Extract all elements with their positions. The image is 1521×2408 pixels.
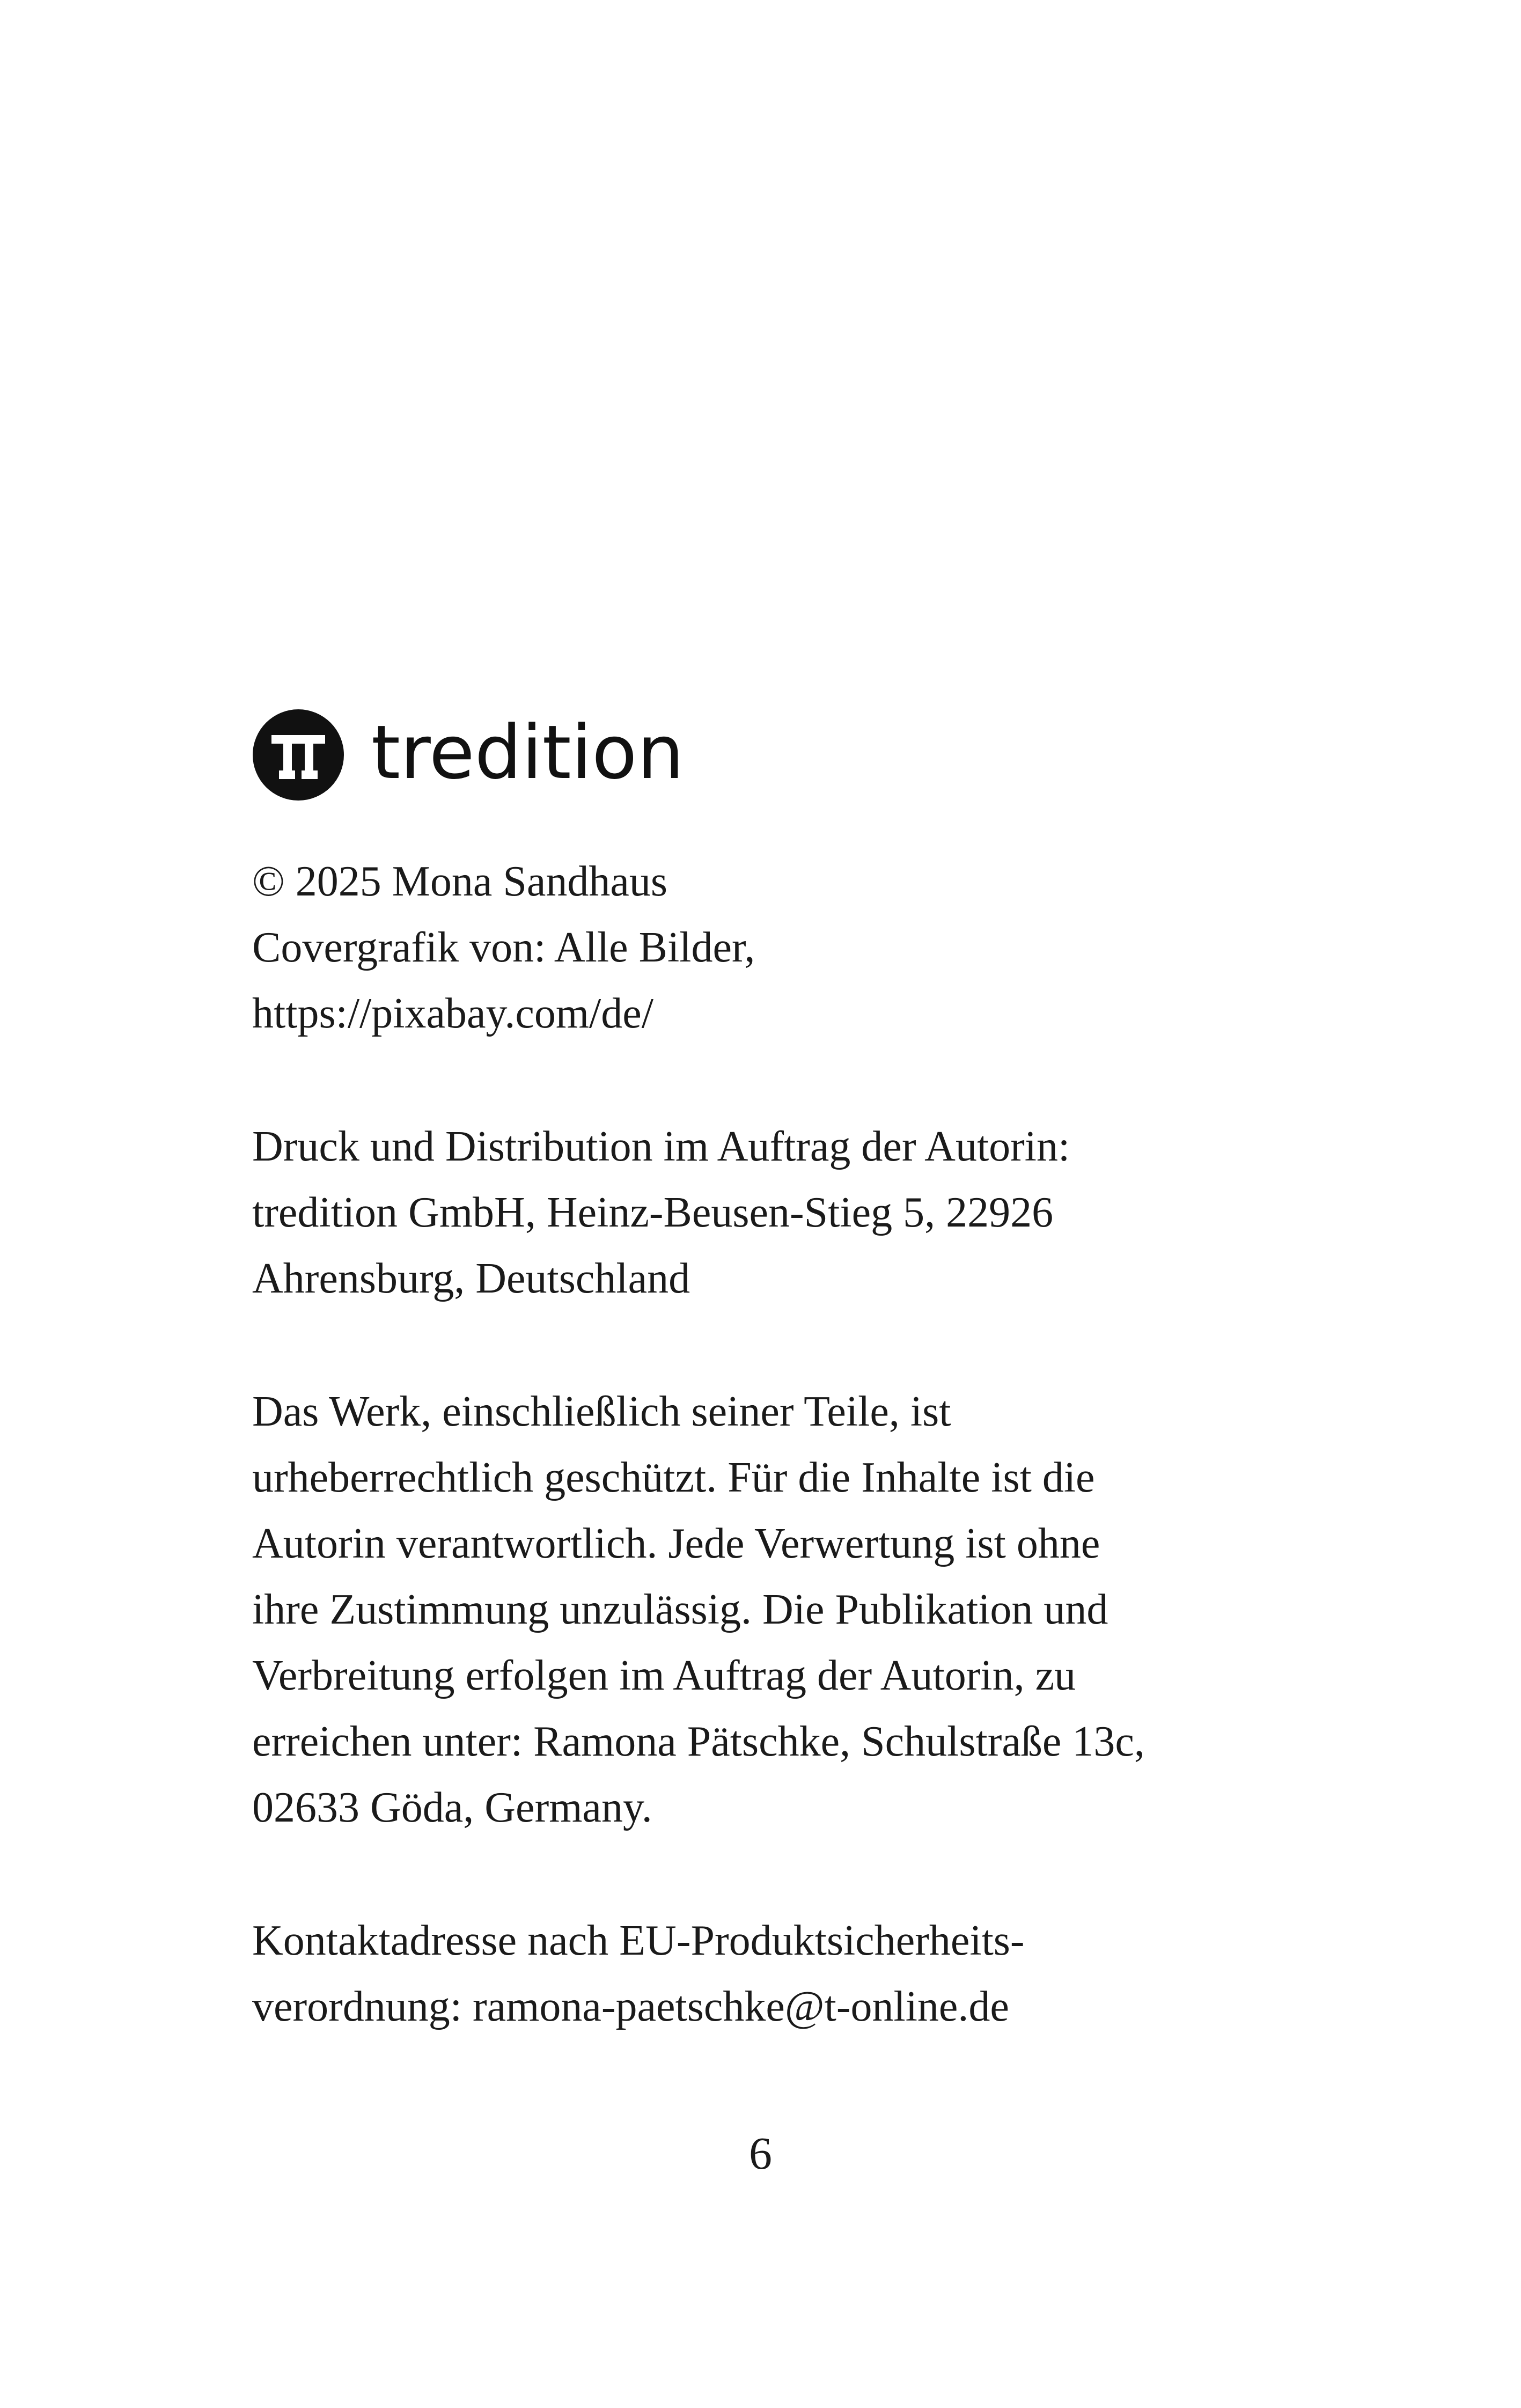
print-distribution-block [252,1114,1325,1312]
copyright-line: © 2025 Mona Sandhaus [252,858,668,905]
contact-line: verordnung: ramona-paetschke@t-online.de [252,1983,1009,2030]
tredition-logo [252,707,692,803]
page-number: 6 [749,2127,772,2179]
contact-block [252,1908,1325,2040]
cover-credit-url: https://pixabay.com/de/ [252,990,654,1037]
contact-line: Kontaktadresse nach EU-Produktsicherheits- [252,1917,1025,1964]
print-line: tredition GmbH, Heinz-Beusen-Stieg 5, 22926 [252,1189,1054,1236]
legal-line: urheberrechtlich geschützt. Für die Inhalte ist die [252,1454,1095,1501]
legal-notice-block [252,1379,1325,1841]
tredition-wordmark: tredition [371,709,684,796]
print-line: Ahrensburg, Deutschland [252,1255,690,1302]
copyright-block [252,849,1325,1047]
legal-line: Das Werk, einschließlich seiner Teile, ist [252,1388,951,1435]
legal-line: Verbreitung erfolgen im Auftrag der Autorin, zu [252,1652,1076,1699]
cover-credit-line: Covergrafik von: Alle Bilder, [252,924,755,971]
legal-line: erreichen unter: Ramona Pätschke, Schulstraße 13c, [252,1718,1145,1765]
tredition-logo-mark [252,707,692,803]
legal-line: Autorin verantwortlich. Jede Verwertung ist ohne [252,1520,1100,1567]
legal-line: 02633 Göda, Germany. [252,1784,652,1831]
legal-line: ihre Zustimmung unzulässig. Die Publikation und [252,1586,1108,1633]
print-line: Druck und Distribution im Auftrag der Autorin: [252,1123,1070,1170]
